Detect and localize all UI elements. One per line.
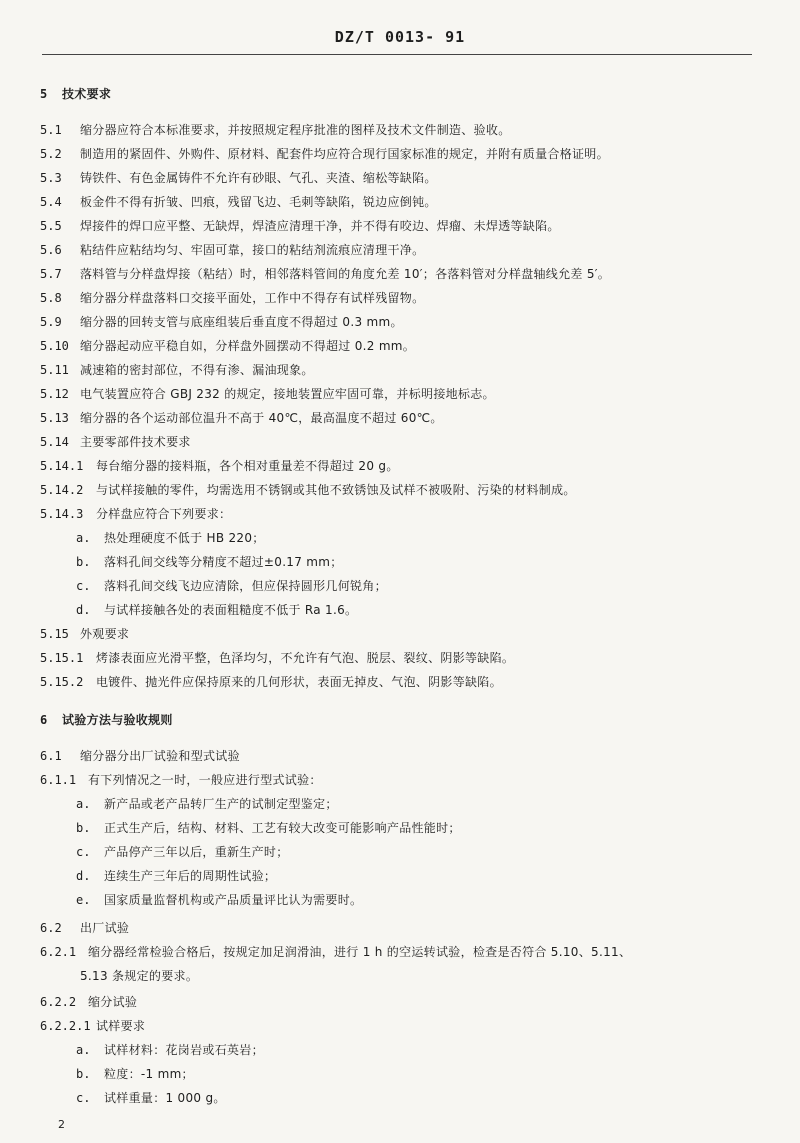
clause: 5.13 缩分器的各个运动部位温升不高于 40℃，最高温度不超过 60℃。	[40, 411, 443, 425]
clause: 6.1 缩分器分出厂试验和型式试验	[40, 749, 240, 763]
standard-code-header: DZ/T 0013- 91	[334, 28, 466, 46]
list-item: a. 热处理硬度不低于 HB 220；	[76, 531, 265, 545]
clause: 5.8 缩分器分样盘落料口交接平面处，工作中不得存有试样残留物。	[40, 291, 425, 305]
clause: 5.14 主要零部件技术要求	[40, 435, 191, 449]
clause: 6.2 出厂试验	[40, 921, 130, 935]
clause: 5.10 缩分器起动应平稳自如，分样盘外圆摆动不得超过 0.2 mm。	[40, 339, 416, 353]
list-item: c. 试样重量：1 000 g。	[76, 1091, 226, 1105]
list-item: a. 试样材料：花岗岩或石英岩；	[76, 1043, 264, 1057]
page-number: 2	[58, 1118, 65, 1131]
list-item: c. 产品停产三年以后，重新生产时；	[76, 845, 289, 859]
list-item: d. 连续生产三年后的周期性试验；	[76, 869, 277, 883]
clause: 5.9 缩分器的回转支管与底座组装后垂直度不得超过 0.3 mm。	[40, 315, 403, 329]
clause: 5.15.2 电镀件、抛光件应保持原来的几何形状，表面无掉皮、气泡、阴影等缺陷。	[40, 675, 502, 689]
list-item: b. 落料孔间交线等分精度不超过±0.17 mm；	[76, 555, 343, 569]
clause: 5.7 落料管与分样盘焊接（粘结）时，相邻落料管间的角度允差 10′；各落料管对分样盘轴线允差 5′。	[40, 267, 611, 281]
list-item: c. 落料孔间交线飞边应清除，但应保持圆形几何锐角；	[76, 579, 387, 593]
clause: 5.15 外观要求	[40, 627, 130, 641]
clause-continuation: 5.13 条规定的要求。	[80, 969, 199, 983]
clause: 5.11 减速箱的密封部位，不得有渗、漏油现象。	[40, 363, 314, 377]
clause: 5.14.3 分样盘应符合下列要求：	[40, 507, 232, 521]
clause: 5.12 电气装置应符合 GBJ 232 的规定，接地装置应牢固可靠，并标明接地标志。	[40, 387, 495, 401]
clause: 5.4 板金件不得有折皱、凹痕，残留飞边、毛刺等缺陷，锐边应倒钝。	[40, 195, 437, 209]
list-item: b. 正式生产后，结构、材料、工艺有较大改变可能影响产品性能时；	[76, 821, 461, 835]
list-item: d. 与试样接触各处的表面粗糙度不低于 Ra 1.6。	[76, 603, 358, 617]
clause: 5.1 缩分器应符合本标准要求，并按照规定程序批准的图样及技术文件制造、验收。	[40, 123, 511, 137]
clause: 5.6 粘结件应粘结均匀、牢固可靠，接口的粘结剂流痕应清理干净。	[40, 243, 425, 257]
section-heading: 6 试验方法与验收规则	[40, 713, 173, 727]
clause: 5.3 铸铁件、有色金属铸件不允许有砂眼、气孔、夹渣、缩松等缺陷。	[40, 171, 437, 185]
clause: 5.5 焊接件的焊口应平整、无缺焊，焊渣应清理干净，并不得有咬边、焊瘤、未焊透等缺陷。	[40, 219, 560, 233]
clause: 5.14.1 每台缩分器的接料瓶，各个相对重量差不得超过 20 g。	[40, 459, 399, 473]
clause: 6.2.2 缩分试验	[40, 995, 138, 1009]
list-item: e. 国家质量监督机构或产品质量评比认为需要时。	[76, 893, 363, 907]
list-item: b. 粒度：-1 mm；	[76, 1067, 194, 1081]
section-heading: 5 技术要求	[40, 87, 112, 101]
list-item: a. 新产品或老产品转厂生产的试制定型鉴定；	[76, 797, 338, 811]
clause: 6.1.1 有下列情况之一时，一般应进行型式试验：	[40, 773, 322, 787]
clause: 5.2 制造用的紧固件、外购件、原材料、配套件均应符合现行国家标准的规定，并附有质量合格证明。	[40, 147, 609, 161]
clause: 6.2.2.1 试样要求	[40, 1019, 146, 1033]
clause: 5.14.2 与试样接触的零件，均需选用不锈钢或其他不致锈蚀及试样不被吸附、污染的材料制成。	[40, 483, 576, 497]
clause: 5.15.1 烤漆表面应光滑平整，色泽均匀，不允许有气泡、脱层、裂纹、阴影等缺陷。	[40, 651, 515, 665]
header-rule	[42, 54, 752, 55]
clause: 6.2.1 缩分器经常检验合格后，按规定加足润滑油，进行 1 h 的空运转试验，检查是否符合 5.10、5.11、	[40, 945, 632, 959]
